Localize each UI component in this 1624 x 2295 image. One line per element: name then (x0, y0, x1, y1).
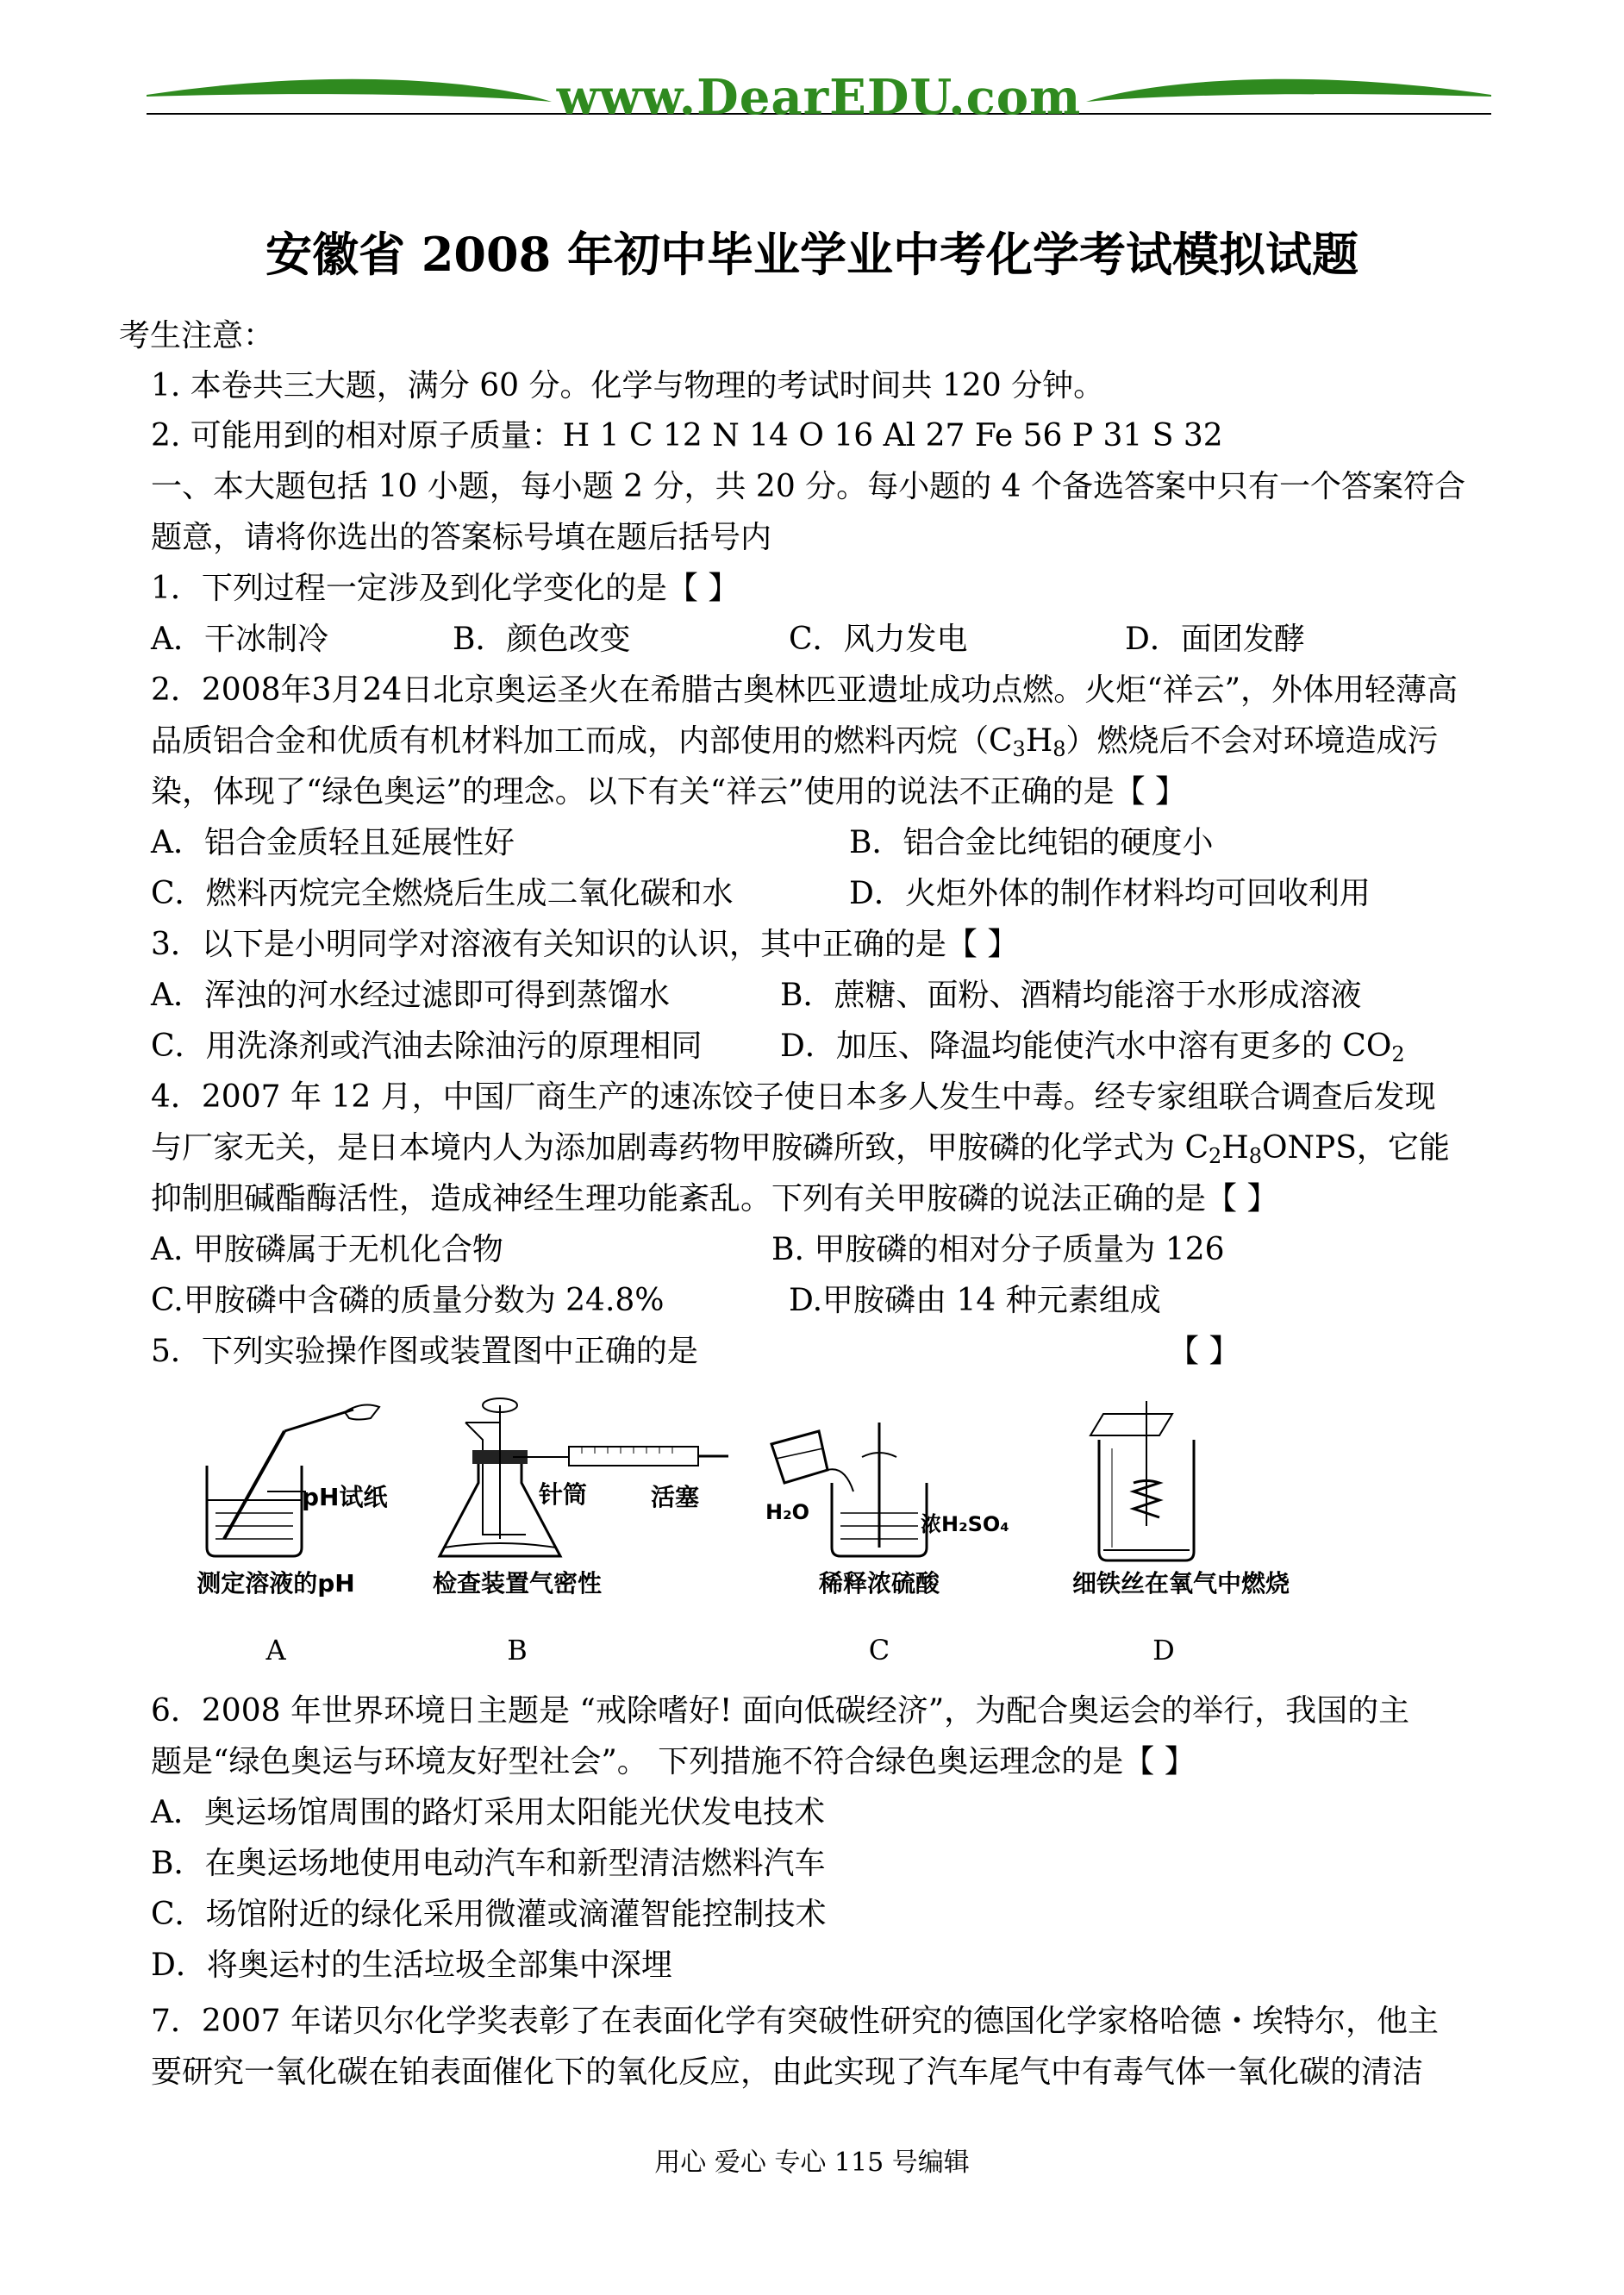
syringe-label: 针筒 (539, 1480, 588, 1509)
q2-option-c: C．燃料丙烷完全燃烧后生成二氧化碳和水 (151, 876, 734, 911)
site-logo: www.DearEDU.com (556, 69, 1082, 126)
q2-options-row1 (151, 817, 1496, 869)
figure-d (1052, 1397, 1345, 1667)
acid-label: 浓H₂SO₄ (921, 1512, 1009, 1536)
q3-option-c: C．用洗涤剂或汽油去除油污的原理相同 (151, 1029, 703, 1064)
q3-stem: 3．以下是小明同学对溶液有关知识的认识，其中正确的是【 】 (151, 927, 1019, 962)
q3-option-b: B．蔗糖、面粉、酒精均能溶于水形成溶液 (780, 978, 1362, 1013)
q2-option-a: A．铝合金质轻且延展性好 (151, 825, 515, 860)
figure-d-letter: D (1152, 1634, 1175, 1667)
page-title: 安徽省 2008 年初中毕业学业中考化学考试模拟试题 (265, 227, 1359, 282)
q4-option-b: B. 甲胺磷的相对分子质量为 126 (771, 1232, 1225, 1267)
iron-wire-combustion-illustration (1052, 1397, 1345, 1569)
section1-intro-line1: 一、本大题包括 10 小题，每小题 2 分，共 20 分。每小题的 4 个备选答案中只有一个答案符合 (151, 469, 1465, 504)
figure-c (759, 1397, 1034, 1667)
q1-stem: 1．下列过程一定涉及到化学变化的是【 】 (151, 571, 740, 606)
figure-c-letter: C (868, 1634, 890, 1667)
q4-line2: 与厂家无关，是日本境内人为添加剧毒药物甲胺磷所致，甲胺磷的化学式为 $C_2H_8ONPS$，它能 (151, 1130, 1450, 1168)
q1-option-d: D．面团发酵 (1125, 622, 1305, 657)
q6-option-a: A．奥运场馆周围的路灯采用太阳能光伏发电技术 (151, 1795, 825, 1830)
q2-options-row2 (151, 868, 1496, 920)
q3-option-d: D．加压、降温均能使汽水中溶有更多的 $CO_2$ (780, 1029, 1405, 1066)
figure-a-letter: A (265, 1634, 286, 1667)
q3-options-row1 (151, 970, 1496, 1022)
q4-option-c: C.甲胺磷中含磷的质量分数为 24.8% (151, 1283, 665, 1318)
q2-line3: 染，体现了“绿色奥运”的理念。以下有关“祥云”使用的说法不正确的是【 】 (151, 774, 1187, 810)
q1-options (151, 614, 1496, 666)
figure-a-caption: 测定溶液的pH (197, 1569, 355, 1598)
q6-option-c: C．场馆附近的绿化采用微灌或滴灌智能控制技术 (151, 1897, 827, 1932)
q7-line2: 要研究一氧化碳在铂表面催化下的氧化反应，由此实现了汽车尾气中有毒气体一氧化碳的清洁 (151, 2054, 1424, 2090)
ph-paper-label: pH试纸 (302, 1483, 388, 1511)
header-banner (147, 60, 1491, 138)
notice-item-2: 2. 可能用到的相对原子质量：H 1 C 12 N 14 O 16 Al 27 Fe 56 P 31 S 32 (151, 418, 1223, 453)
diluting-acid-illustration (759, 1397, 1034, 1569)
q3-option-a: A．浑浊的河水经过滤即可得到蒸馏水 (151, 978, 670, 1013)
q4-options-row2 (151, 1275, 1496, 1327)
notice-item-1: 1. 本卷共三大题，满分 60 分。化学与物理的考试时间共 120 分钟。 (151, 368, 1105, 403)
plunger-label: 活塞 (651, 1483, 700, 1511)
q1-option-c: C．风力发电 (789, 622, 968, 657)
q4-option-a: A. 甲胺磷属于无机化合物 (151, 1232, 503, 1267)
figure-b (431, 1397, 741, 1667)
notice-heading: 考生注意： (119, 318, 275, 353)
page-footer: 用心 爱心 专心 115 号编辑 (654, 2148, 970, 2178)
figure-b-caption: 检查装置气密性 (432, 1569, 602, 1598)
q5-answer-bracket: 【 】 (1168, 1334, 1240, 1369)
q2-option-d: D．火炬外体的制作材料均可回收利用 (849, 876, 1371, 911)
q1-option-b: B．颜色改变 (453, 622, 631, 657)
q4-option-d: D.甲胺磷由 14 种元素组成 (789, 1283, 1161, 1318)
q5-figures (172, 1397, 1345, 1673)
figure-b-letter: B (507, 1634, 528, 1667)
q4-line3: 抑制胆碱酯酶活性，造成神经生理功能紊乱。下列有关甲胺磷的说法正确的是【 】 (151, 1181, 1278, 1216)
figure-c-caption: 稀释浓硫酸 (818, 1569, 940, 1598)
q4-line1: 4．2007 年 12 月，中国厂商生产的速冻饺子使日本多人发生中毒。经专家组联合调查后发现 (151, 1079, 1436, 1115)
q6-line2: 题是“绿色奥运与环境友好型社会”。 下列措施不符合绿色奥运理念的是【 】 (151, 1744, 1196, 1779)
q1-option-a: A．干冰制冷 (151, 622, 328, 657)
figure-d-caption: 细铁丝在氧气中燃烧 (1071, 1569, 1290, 1598)
q6-option-d: D．将奥运村的生活垃圾全部集中深埋 (151, 1948, 672, 1983)
section1-intro-line2: 题意，请将你选出的答案标号填在题后括号内 (151, 520, 772, 555)
q4-options-row1 (151, 1224, 1496, 1276)
q2-line1: 2．2008年3月24日北京奥运圣火在希腊古奥林匹亚遗址成功点燃。火炬“祥云”，外体用轻薄高 (151, 672, 1458, 708)
water-label: H₂O (765, 1500, 809, 1524)
q7-line1: 7．2007 年诺贝尔化学奖表彰了在表面化学有突破性研究的德国化学家格哈德・埃特尔，他主 (151, 2004, 1439, 2039)
q6-option-b: B．在奥运场地使用电动汽车和新型清洁燃料汽车 (151, 1846, 826, 1881)
q2-line2: 品质铝合金和优质有机材料加工而成，内部使用的燃料丙烷$(C_3H_8)$燃烧后不会对环境造成污 (151, 723, 1439, 761)
q6-line1: 6．2008 年世界环境日主题是 “戒除嗜好! 面向低碳经济”，为配合奥运会的举行，我国的主 (151, 1693, 1410, 1729)
q2-option-b: B．铝合金比纯铝的硬度小 (849, 825, 1214, 860)
q3-options-row2 (151, 1021, 1496, 1072)
q5-stem: 5．下列实验操作图或装置图中正确的是 【 】 (151, 1326, 1496, 1378)
